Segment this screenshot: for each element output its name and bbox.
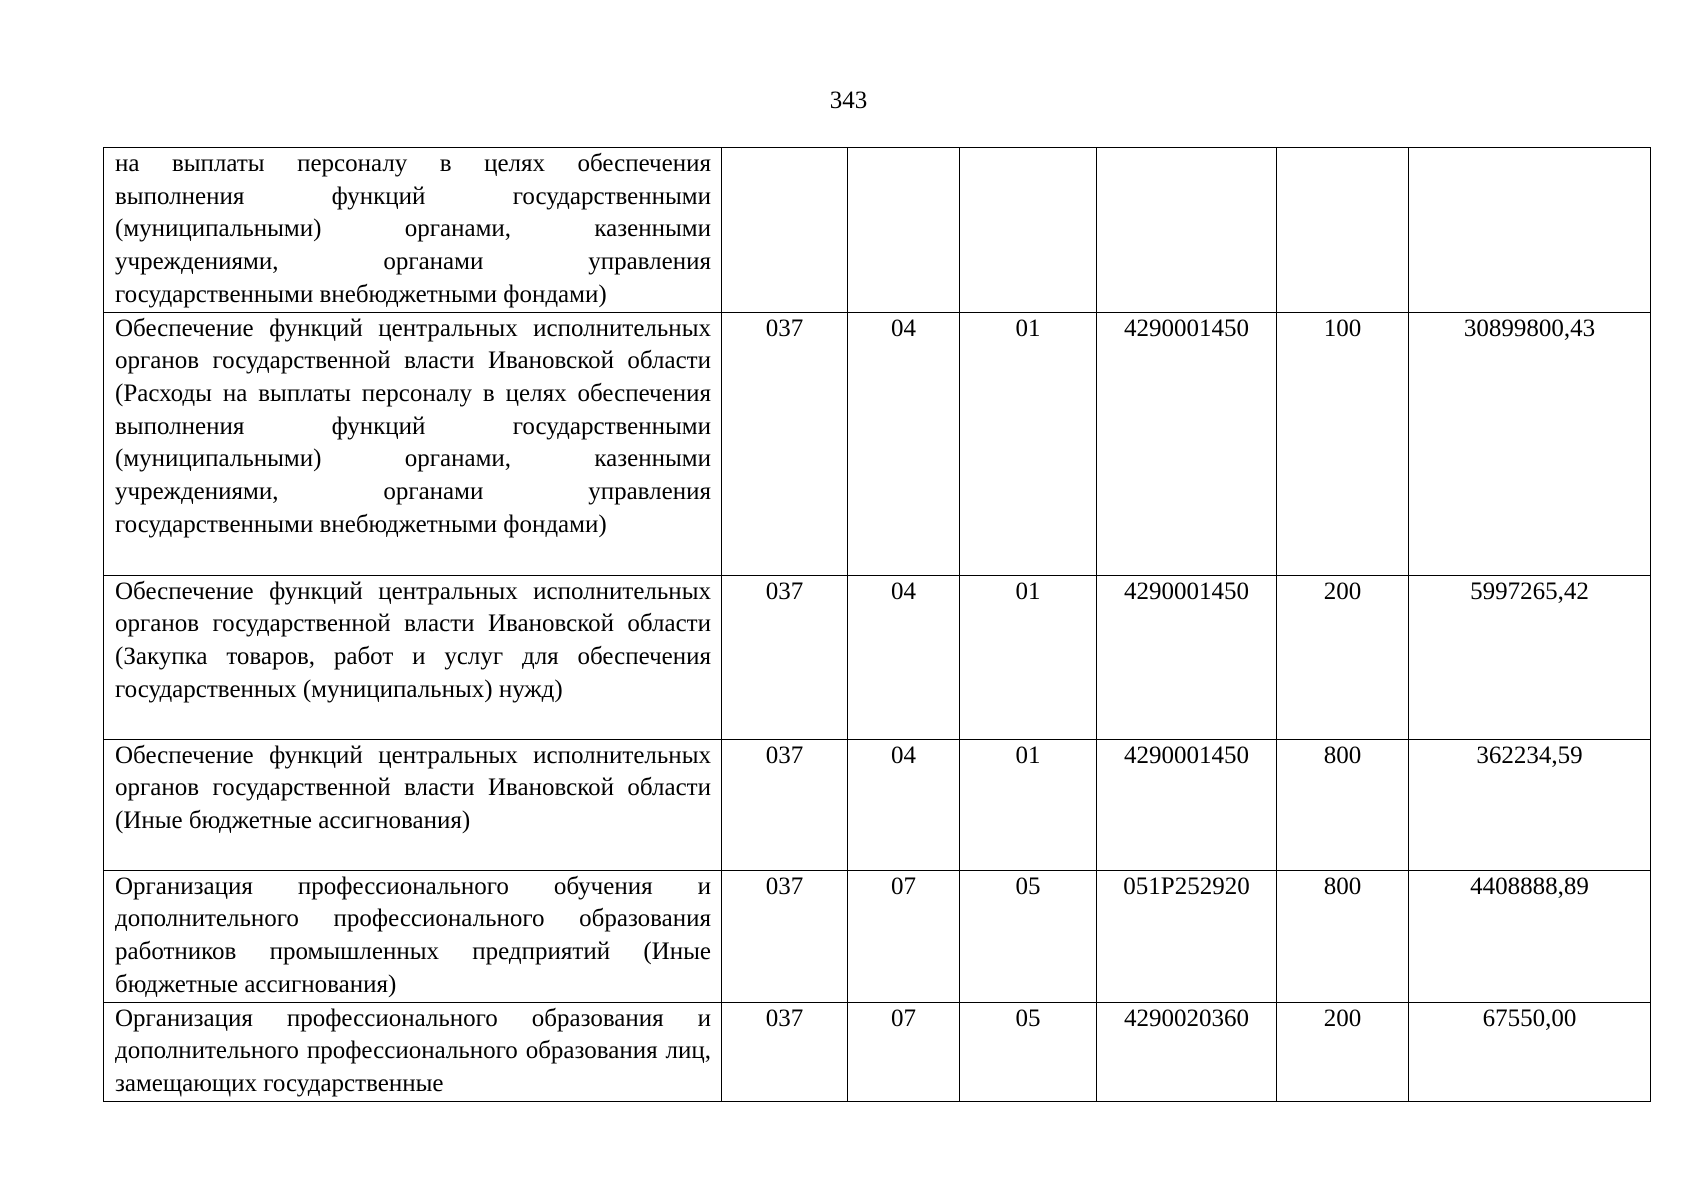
ministry-code — [722, 148, 848, 313]
ministry-code: 037 — [722, 312, 848, 575]
amount: 30899800,43 — [1409, 312, 1651, 575]
subsection-code: 01 — [960, 312, 1097, 575]
section-code: 04 — [848, 312, 960, 575]
expense-type-code: 100 — [1277, 312, 1409, 575]
expense-type-code: 200 — [1277, 1002, 1409, 1101]
row-description: Обеспечение функций центральных исполнительных органов государственной власти Ивановской области (Закупка товаров, работ и услуг для обеспечения государственных (муниципальных) нужд) — [104, 575, 722, 739]
section-code: 04 — [848, 575, 960, 739]
page-number: 343 — [829, 87, 868, 114]
subsection-code: 01 — [960, 575, 1097, 739]
budget-table — [103, 147, 1651, 1102]
expense-type-code: 800 — [1277, 739, 1409, 870]
subsection-code: 05 — [960, 870, 1097, 1002]
row-description: Организация профессионального обучения и дополнительного профессионального образования работников промышленных предприятий (Иные бюджетные ассигнования) — [104, 870, 722, 1002]
section-code — [848, 148, 960, 313]
amount: 5997265,42 — [1409, 575, 1651, 739]
ministry-code: 037 — [722, 575, 848, 739]
subsection-code — [960, 148, 1097, 313]
expense-type-code: 200 — [1277, 575, 1409, 739]
section-code: 07 — [848, 1002, 960, 1101]
ministry-code: 037 — [722, 870, 848, 1002]
target-article-code — [1097, 148, 1277, 313]
amount: 362234,59 — [1409, 739, 1651, 870]
target-article-code: 4290001450 — [1097, 575, 1277, 739]
ministry-code: 037 — [722, 1002, 848, 1101]
table-row — [104, 870, 1651, 1002]
ministry-code: 037 — [722, 739, 848, 870]
amount: 4408888,89 — [1409, 870, 1651, 1002]
row-description: на выплаты персоналу в целях обеспечения выполнения функций государственными (муниципальными) органами, казенными учреждениями, органами управления государственными внебюджетными фондами) — [104, 148, 722, 313]
target-article-code: 051P252920 — [1097, 870, 1277, 1002]
target-article-code: 4290001450 — [1097, 739, 1277, 870]
amount: 67550,00 — [1409, 1002, 1651, 1101]
table-row — [104, 148, 1651, 313]
table-row — [104, 1002, 1651, 1101]
row-description: Обеспечение функций центральных исполнительных органов государственной власти Ивановской области (Расходы на выплаты персоналу в целях обеспечения выполнения функций государственными (муниципальными) органами, казенными учреждениями, органами управления государственными внебюджетными фондами) — [104, 312, 722, 575]
target-article-code: 4290001450 — [1097, 312, 1277, 575]
row-description: Обеспечение функций центральных исполнительных органов государственной власти Ивановской области (Иные бюджетные ассигнования) — [104, 739, 722, 870]
expense-type-code: 800 — [1277, 870, 1409, 1002]
expense-type-code — [1277, 148, 1409, 313]
table-row — [104, 312, 1651, 575]
table-row — [104, 575, 1651, 739]
subsection-code: 05 — [960, 1002, 1097, 1101]
amount — [1409, 148, 1651, 313]
target-article-code: 4290020360 — [1097, 1002, 1277, 1101]
subsection-code: 01 — [960, 739, 1097, 870]
row-description: Организация профессионального образования и дополнительного профессионального образования лиц, замещающих государственные — [104, 1002, 722, 1101]
section-code: 04 — [848, 739, 960, 870]
section-code: 07 — [848, 870, 960, 1002]
table-row — [104, 739, 1651, 870]
